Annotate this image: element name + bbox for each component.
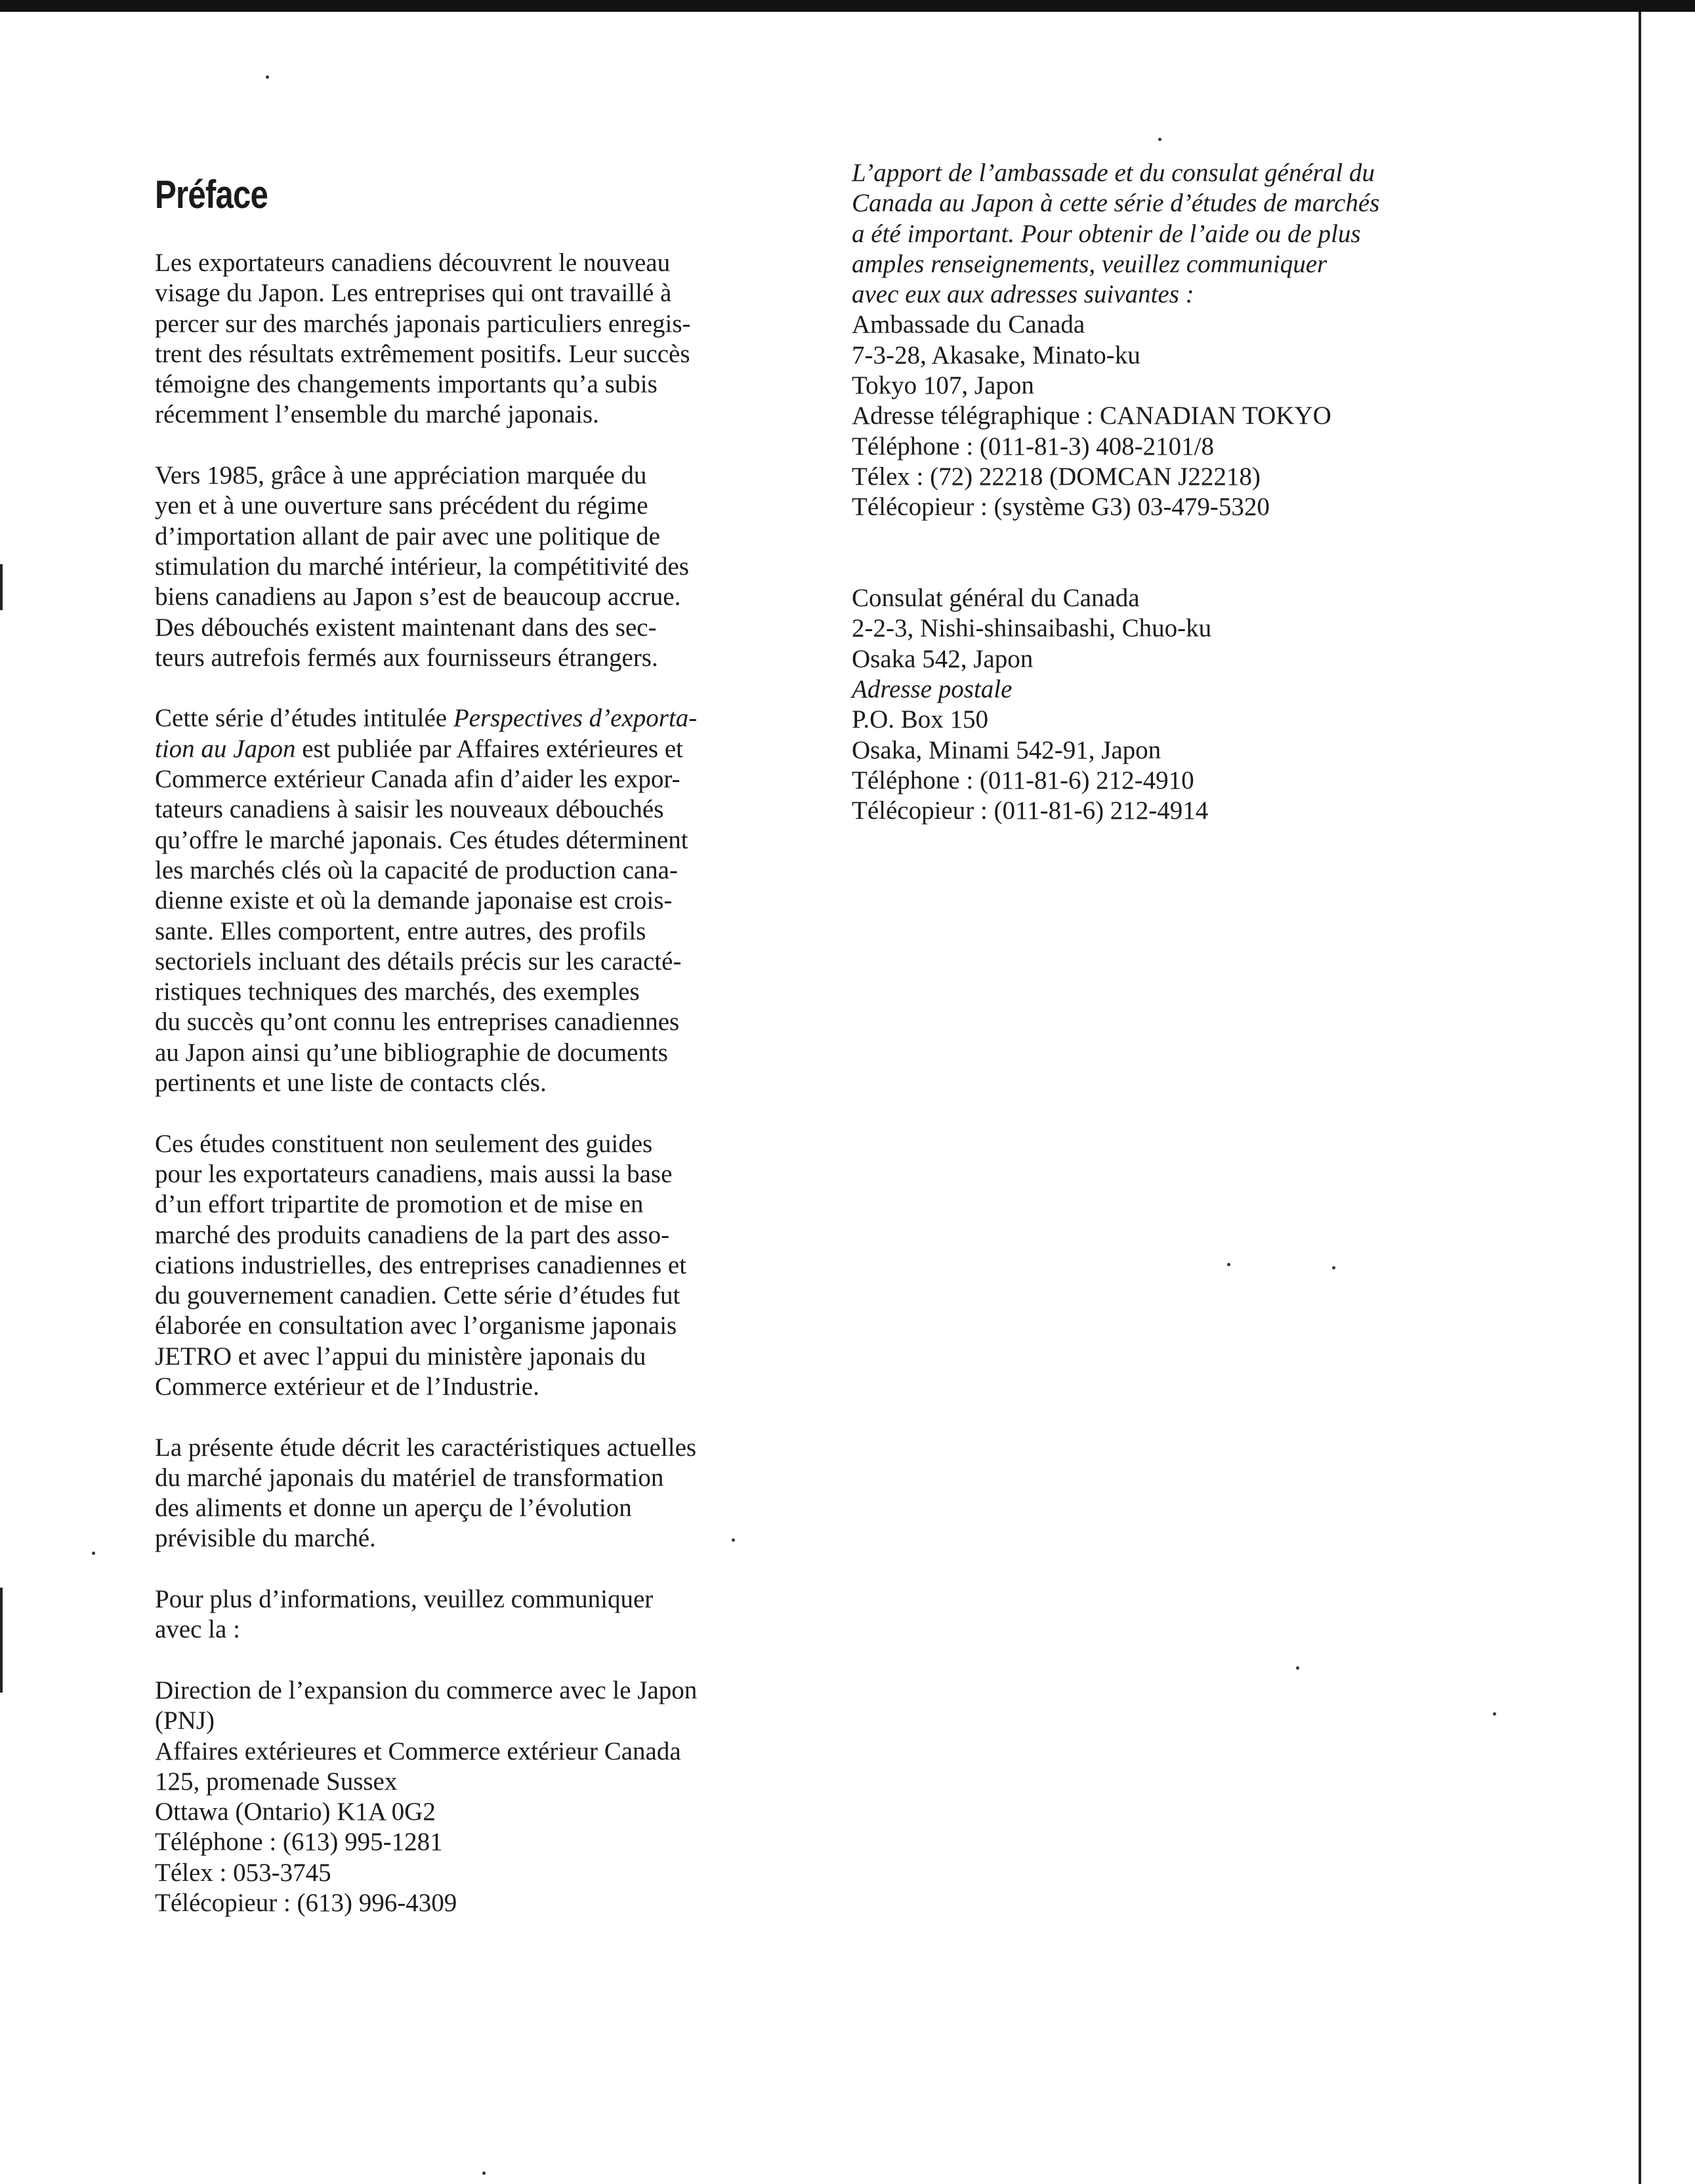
scan-speck [266,75,269,79]
text-line: sectoriels incluant des détails précis sur les caracté- [155,947,682,976]
text-line: Les exportateurs canadiens découvrent le nouveau [155,249,671,277]
text-line: amples renseignements, veuillez communiquer [852,249,1328,278]
paragraph-study [155,1433,837,1554]
text-line: Canada au Japon à cette série d’études de marchés [852,189,1380,218]
paragraph-guides [155,1129,837,1403]
address-line: Consulat général du Canada [852,584,1140,613]
text-line: du gouvernement canadien. Cette série d’études fut [155,1281,680,1310]
fax-line: Télécopieur : (613) 996-4309 [155,1889,457,1918]
series-title-italic: tion au Japon [155,734,296,763]
scan-speck [1158,138,1161,141]
address-line: Osaka, Minami 542-91, Japon [852,735,1161,764]
text-run: Cette série d’études intitulée [155,704,453,733]
text-line: du succès qu’ont connu les entreprises canadiennes [155,1008,680,1037]
text-line: ciations industrielles, des entreprises canadiennes et [155,1250,687,1279]
scan-speck [1332,1266,1335,1269]
address-line: Osaka 542, Japon [852,644,1034,673]
text-line: a été important. Pour obtenir de l’aide ou de plus [852,219,1361,248]
scan-left-mark [0,1588,3,1693]
text-line: qu’offre le marché japonais. Ces études déterminent [155,825,688,854]
postal-address-label: Adresse postale [852,675,1013,704]
scan-speck [1227,1263,1230,1266]
text-line: Commerce extérieur et de l’Industrie. [155,1372,539,1401]
text-line: d’importation allant de pair avec une politique de [155,522,660,550]
page-title: Préface [155,173,268,217]
text-line: sante. Elles comportent, entre autres, des profils [155,917,646,945]
scan-speck [1493,1712,1496,1716]
paragraph-intro [155,248,837,430]
scan-speck [92,1552,95,1555]
text-line: Vers 1985, grâce à une appréciation marquée du [155,461,647,490]
series-title-italic: Perspectives d’exporta- [453,704,698,733]
paragraph-1985 [155,461,837,673]
address-line: 7-3-28, Akasake, Minato-ku [852,340,1140,369]
text-line: yen et à une ouverture sans précédent du régime [155,491,648,520]
text-line: ristiques techniques des marchés, des exemples [155,978,640,1006]
address-consulate [852,583,1508,826]
scan-speck [1296,1666,1299,1670]
text-line: La présente étude décrit les caractéristiques actuelles [155,1433,697,1462]
text-line: les marchés clés où la capacité de production cana- [155,855,678,884]
text-line: récemment l’ensemble du marché japonais. [155,400,599,429]
text-line: prévisible du marché. [155,1524,376,1553]
paragraph-contact-intro [155,1584,837,1645]
text-line: élaborée en consultation avec l’organisme japonais [155,1311,677,1340]
spacer [852,523,1508,584]
text-line: d’un effort tripartite de promotion et de mise en [155,1190,644,1219]
address-line: 125, promenade Sussex [155,1767,398,1796]
address-embassy [852,310,1508,522]
address-line: Ottawa (Ontario) K1A 0G2 [155,1798,436,1826]
text-line: JETRO et avec l’appui du ministère japonais du [155,1342,646,1370]
paragraph-series [155,703,837,1098]
address-line: (PNJ) [155,1706,215,1735]
text-line: stimulation du marché intérieur, la compétitivité des [155,552,689,581]
scan-left-mark [0,564,3,610]
text-line: avec eux aux adresses suivantes : [852,280,1194,309]
scan-speck [482,2172,486,2175]
address-ottawa [155,1676,837,1918]
text-line: Pour plus d’informations, veuillez communiquer [155,1585,654,1614]
phone-line: Téléphone : (613) 995-1281 [155,1828,443,1857]
text-run: est publiée par Affaires extérieures et [295,734,684,763]
address-line: Ambassade du Canada [852,310,1085,339]
text-line [155,734,837,764]
text-line: Ces études constituent non seulement des guides [155,1129,653,1158]
text-line: pertinents et une liste de contacts clés. [155,1069,547,1098]
text-line: percer sur des marchés japonais particuliers enregis- [155,309,691,338]
scan-top-border [0,0,1695,12]
text-line: témoigne des changements importants qu’a subis [155,370,658,399]
text-line: L’apport de l’ambassade et du consulat général du [852,159,1375,187]
fax-line: Télécopieur : (011-81-6) 212-4914 [852,796,1209,825]
text-line: tateurs canadiens à saisir les nouveaux débouchés [155,795,664,824]
text-line: visage du Japon. Les entreprises qui ont travaillé à [155,279,672,308]
telex-line: Télex : (72) 22218 (DOMCAN J22218) [852,462,1261,491]
acknowledgement-italic [852,158,1508,310]
text-line: dienne existe et où la demande japonaise est crois- [155,886,673,915]
left-column [155,248,837,1949]
address-line: Tokyo 107, Japon [852,371,1034,400]
text-line: au Japon ainsi qu’une bibliographie de documents [155,1038,668,1067]
text-line: marché des produits canadiens de la part des asso- [155,1220,670,1249]
text-line: du marché japonais du matériel de transformation [155,1463,664,1492]
telex-line: Télex : 053-3745 [155,1858,331,1887]
text-line: biens canadiens au Japon s’est de beaucoup accrue. [155,583,681,611]
address-line: P.O. Box 150 [852,705,989,734]
phone-line: Téléphone : (011-81-6) 212-4910 [852,766,1194,794]
text-line: des aliments et donne un aperçu de l’évolution [155,1494,632,1523]
text-line: avec la : [155,1615,240,1644]
text-line: pour les exportateurs canadiens, mais aussi la base [155,1159,673,1188]
right-column [852,158,1508,827]
fax-line: Télécopieur : (système G3) 03-479-5320 [852,493,1270,522]
text-line [155,703,837,733]
address-line: 2-2-3, Nishi-shinsaibashi, Chuo-ku [852,614,1212,643]
text-line: teurs autrefois fermés aux fournisseurs étrangers. [155,643,658,672]
address-line: Affaires extérieures et Commerce extérieur Canada [155,1737,681,1765]
phone-line: Téléphone : (011-81-3) 408-2101/8 [852,432,1214,461]
text-line: Des débouchés existent maintenant dans des sec- [155,613,657,642]
text-line: trent des résultats extrêmement positifs. Leur succès [155,339,690,368]
text-line: Commerce extérieur Canada afin d’aider les expor- [155,765,680,794]
scan-right-edge [1639,12,1641,2184]
telegraph-line: Adresse télégraphique : CANADIAN TOKYO [852,402,1331,430]
address-line: Direction de l’expansion du commerce avec le Japon [155,1676,698,1704]
